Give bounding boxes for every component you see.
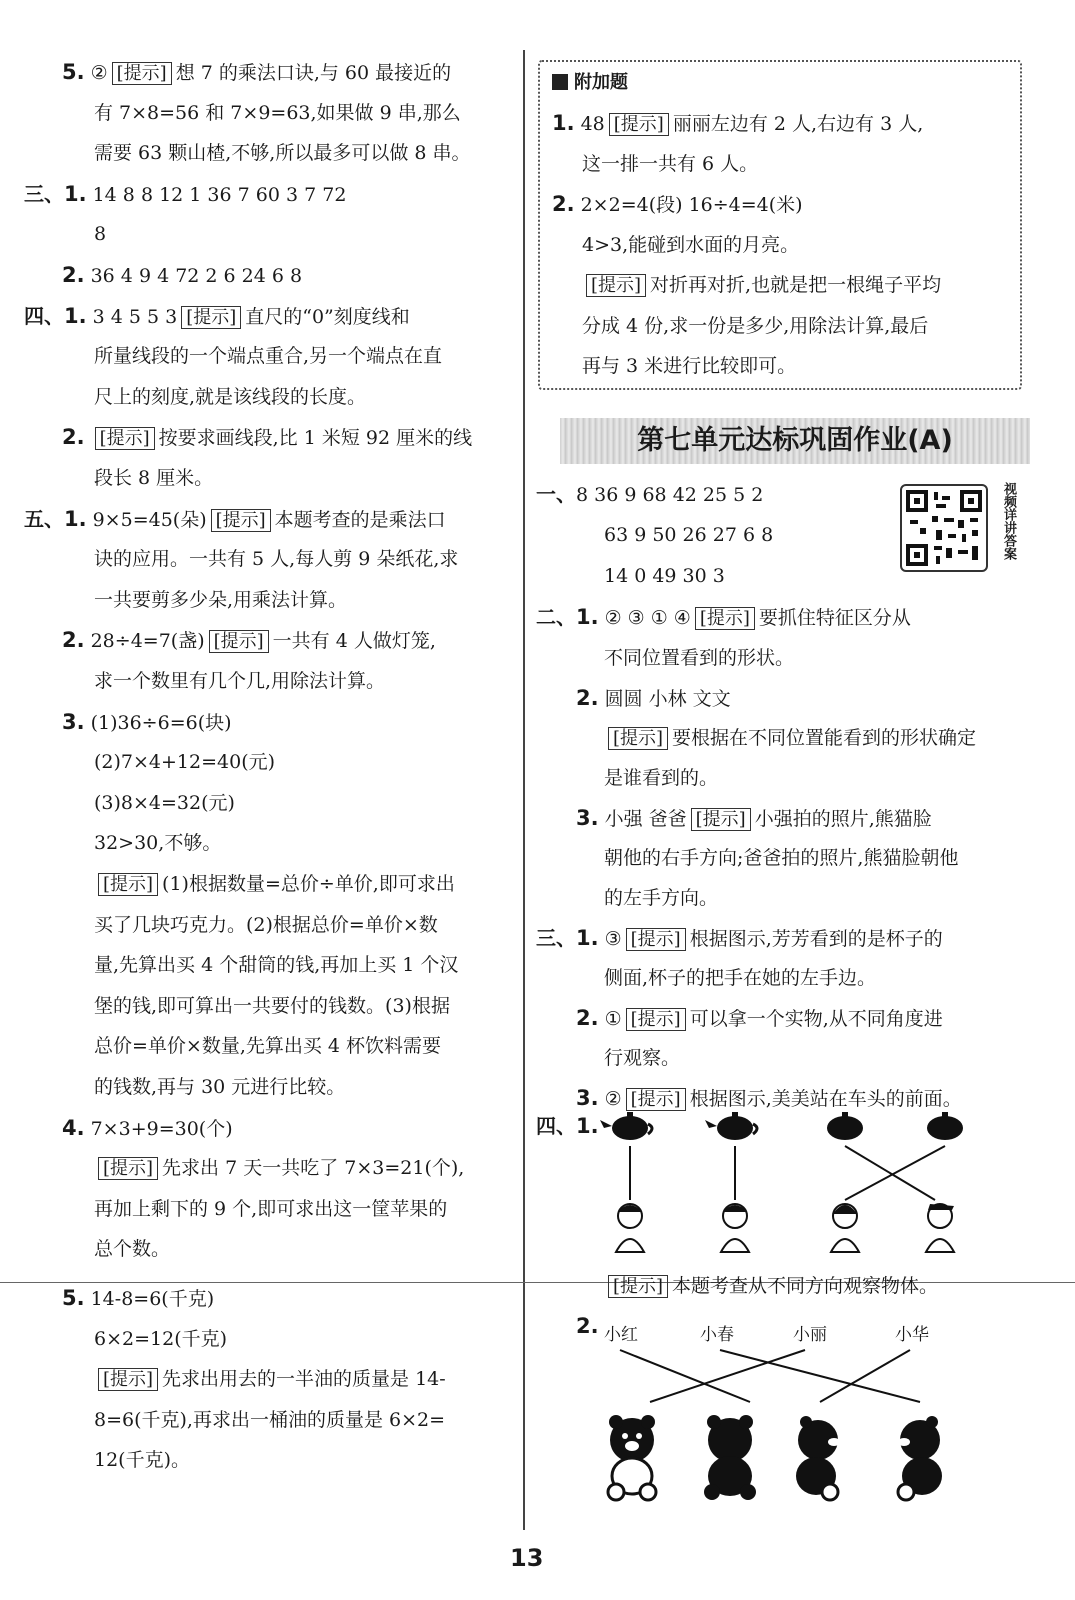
answer-text: 32>30,不够。 — [94, 832, 222, 855]
answer-text: 行观察。 — [604, 1047, 681, 1069]
text-line — [94, 1189, 447, 1229]
question-number: 1. — [64, 181, 87, 206]
answer-text: 2×2=4(段) 16÷4=4(米) — [580, 194, 803, 216]
hint-text: 小强拍的照片,熊猫脸 — [754, 808, 932, 830]
teapot-icon — [927, 1112, 963, 1140]
hint-text: 丽丽左边有 2 人,右边有 3 人, — [672, 113, 924, 135]
text-line — [94, 1148, 464, 1188]
text-line — [94, 539, 458, 579]
text-line — [604, 718, 976, 758]
hint-text: 直尺的“0”刻度线和 — [245, 305, 410, 328]
hint-text: 根据图示,美美站在车头的前面。 — [689, 1088, 962, 1110]
hint-text: 先求出 7 天一共吃了 7×3=21(个), — [162, 1157, 465, 1180]
text-line — [94, 1319, 227, 1359]
text-line — [582, 346, 796, 386]
text-line — [536, 597, 911, 637]
child-icon — [721, 1204, 749, 1252]
text-line — [576, 678, 731, 718]
question-number: 1. — [552, 111, 575, 135]
answer-text: 28÷4=7(盏) — [90, 630, 205, 653]
answer-text: (3)8×4=32(元) — [94, 791, 235, 814]
text-line — [604, 556, 725, 596]
hint-tag: [提示] — [112, 62, 172, 85]
question-number: 2. — [576, 686, 599, 710]
bear-icon — [704, 1415, 756, 1500]
text-line — [604, 838, 958, 878]
answer-text: 尺上的刻度,就是该线段的长度。 — [94, 385, 367, 408]
answer-text: 7×3+9=30(个) — [90, 1117, 233, 1140]
text-line — [94, 133, 471, 173]
answer-text: ② — [604, 1088, 622, 1110]
question-number: 5. — [62, 60, 85, 84]
text-line — [94, 823, 221, 863]
text-line — [576, 998, 943, 1038]
question-number: 2. — [576, 1006, 599, 1030]
name-label: 小丽 — [793, 1325, 827, 1345]
answer-text: ② ③ ① ④ — [604, 607, 691, 629]
text-line — [94, 214, 106, 254]
answer-text: 不同位置看到的形状。 — [604, 647, 795, 669]
text-line — [604, 758, 718, 798]
text-line — [94, 945, 458, 985]
hint-text: 想 7 的乘法口诀,与 60 最接近的 — [175, 62, 452, 84]
qr-code — [900, 484, 988, 572]
text-line — [62, 620, 436, 660]
section-label: 四、 — [536, 1114, 576, 1138]
answer-text: ③ — [604, 928, 622, 950]
hint-text: 本题考查从不同方向观察物体。 — [672, 1275, 939, 1297]
question-number: 2. — [62, 628, 85, 653]
qr-caption: 视频详讲答案 — [1001, 482, 1016, 560]
hint-tag: [提示] — [626, 1088, 686, 1111]
bear-icon — [608, 1415, 656, 1500]
answer-text: 8 — [94, 223, 107, 246]
bear-icon — [898, 1416, 942, 1500]
section-label: 二、 — [536, 605, 576, 629]
text-line — [62, 52, 451, 92]
question-number: 2. — [552, 192, 575, 216]
question-number: 3. — [576, 1086, 599, 1110]
section-label: 四、 — [24, 303, 64, 328]
answer-text: 14-8=6(千克) — [90, 1288, 215, 1310]
text-line — [24, 174, 346, 214]
hint-tag: [提示] — [608, 727, 668, 750]
text-line — [582, 144, 758, 184]
bear-icon — [796, 1416, 840, 1500]
answer-text: 诀的应用。一共有 5 人,每人剪 9 朵纸花,求 — [94, 548, 459, 571]
text-line — [604, 515, 773, 555]
section-label: 五、 — [24, 506, 64, 531]
text-line — [94, 1067, 345, 1107]
teapot-icon — [705, 1112, 757, 1140]
hint-text: 按要求画线段,比 1 米短 92 厘米的线 — [158, 427, 473, 450]
question-number: 2. — [62, 425, 85, 450]
question-number: 2. — [62, 263, 85, 287]
teapot-icon — [827, 1112, 863, 1140]
bear-figure — [590, 1342, 990, 1502]
text-line — [94, 864, 455, 904]
answer-text: 堡的钱,即可算出一共要付的钱数。(3)根据 — [94, 994, 450, 1017]
hint-tag: [提示] — [98, 1157, 158, 1180]
text-line — [94, 1440, 190, 1480]
column-divider — [523, 50, 525, 1530]
question-number: 1. — [576, 605, 599, 629]
hint-tag: [提示] — [695, 607, 755, 630]
hint-tag: [提示] — [626, 928, 686, 951]
hint-tag: [提示] — [98, 873, 158, 896]
text-line — [62, 1108, 233, 1148]
text-line — [604, 1038, 680, 1078]
text-line — [94, 377, 366, 417]
answer-text: 量,先算出买 4 个甜筒的钱,再加上买 1 个汉 — [94, 954, 459, 977]
text-line — [94, 742, 275, 782]
hint-tag: [提示] — [608, 1275, 668, 1298]
child-icon — [831, 1204, 859, 1252]
section-label: 三、 — [536, 926, 576, 950]
text-line — [62, 255, 302, 295]
answer-text: 再加上剩下的 9 个,即可求出这一筐苹果的 — [94, 1197, 448, 1220]
hint-tag: [提示] — [95, 427, 155, 450]
hint-tag: [提示] — [586, 274, 646, 297]
answer-text: 6×2=12(千克) — [94, 1327, 228, 1350]
text-line — [94, 986, 450, 1026]
answer-text: 63 9 50 26 27 6 8 — [604, 524, 774, 546]
qr-code-icon — [906, 490, 982, 566]
hint-text: 对折再对折,也就是把一根绳子平均 — [650, 274, 942, 296]
bonus-title-text: 附加题 — [574, 72, 628, 93]
name-label: 小华 — [895, 1325, 929, 1345]
question-number: 1. — [64, 506, 87, 531]
unit-title: 第七单元达标巩固作业(A) — [637, 425, 953, 456]
answer-text: 9×5=45(朵) — [92, 508, 207, 531]
text-line — [604, 958, 876, 998]
text-line — [24, 499, 446, 539]
hint-text: 根据图示,芳芳看到的是杯子的 — [689, 928, 943, 950]
answer-text: ② — [90, 62, 108, 84]
teapot-icon — [600, 1112, 652, 1140]
answer-text: 侧面,杯子的把手在她的左手边。 — [604, 967, 877, 989]
answer-text: 朝他的右手方向;爸爸拍的照片,熊猫脸朝他 — [604, 847, 959, 869]
text-line — [582, 225, 799, 265]
unit-title-banner — [560, 418, 1030, 464]
text-line — [552, 103, 923, 143]
answer-text: 分成 4 份,求一份是多少,用除法计算,最后 — [582, 314, 929, 337]
answer-text: 12(千克)。 — [94, 1449, 191, 1472]
text-line — [94, 661, 385, 701]
answer-text: 8=6(千克),再求出一桶油的质量是 6×2= — [94, 1408, 446, 1431]
hint-text: 要抓住特征区分从 — [758, 607, 911, 629]
text-line — [94, 1400, 445, 1440]
hint-tag: [提示] — [609, 113, 669, 136]
name-label: 小春 — [700, 1325, 734, 1345]
text-line — [62, 702, 232, 742]
answer-text: 48 — [580, 113, 605, 135]
hint-text: 先求出用去的一半油的质量是 14- — [162, 1368, 446, 1391]
answer-text: 4>3,能碰到水面的月亮。 — [582, 233, 800, 256]
question-number: 3. — [62, 709, 85, 734]
bonus-title-marker — [552, 74, 568, 90]
answer-text: 是谁看到的。 — [604, 767, 719, 789]
answer-text: 36 4 9 4 72 2 6 24 6 8 — [90, 265, 303, 287]
question-number: 4. — [62, 1115, 85, 1140]
answer-text: 的钱数,再与 30 元进行比较。 — [94, 1076, 346, 1098]
question-number: 1. — [576, 926, 599, 950]
answer-text: 再与 3 米进行比较即可。 — [582, 355, 797, 377]
hint-tag: [提示] — [209, 630, 269, 653]
question-number: 3. — [576, 806, 599, 830]
text-line — [536, 918, 943, 958]
question-number: 2. — [576, 1314, 599, 1338]
answer-text: 买了几块巧克力。(2)根据总价=单价×数 — [94, 913, 438, 936]
section-label: 三、 — [24, 181, 64, 206]
hint-text: (1)根据数量=总价÷单价,即可求出 — [162, 873, 455, 895]
answer-text: 这一排一共有 6 人。 — [582, 152, 759, 175]
hint-text: 一共有 4 人做灯笼, — [272, 630, 436, 653]
teapot-figure — [590, 1108, 990, 1258]
text-line — [536, 474, 763, 514]
answer-text: (1)36÷6=6(块) — [90, 711, 232, 734]
text-line — [576, 1306, 605, 1346]
hint-tag: [提示] — [211, 509, 271, 532]
text-line — [94, 93, 461, 133]
section-label: 一、 — [536, 482, 576, 506]
answer-text: 的左手方向。 — [604, 887, 719, 909]
hint-text: 本题考查的是乘法口 — [274, 508, 446, 531]
answer-text: ① — [604, 1008, 622, 1030]
name-label: 小红 — [604, 1325, 638, 1345]
text-line — [62, 1278, 214, 1318]
page-number: 13 — [510, 1544, 544, 1572]
answer-text: 14 0 49 30 3 — [604, 565, 725, 587]
hint-tag: [提示] — [626, 1008, 686, 1031]
answer-text: (2)7×4+12=40(元) — [94, 751, 276, 774]
hint-text: 要根据在不同位置能看到的形状确定 — [672, 727, 977, 749]
text-line — [604, 638, 794, 678]
text-line — [94, 580, 347, 620]
text-line — [582, 265, 941, 305]
text-line — [604, 1266, 938, 1306]
answer-text: 圆圆 小林 文文 — [604, 688, 731, 710]
answer-text: 一共要剪多少朵,用乘法计算。 — [94, 588, 348, 611]
answer-text: 总价=单价×数量,先算出买 4 杯饮料需要 — [94, 1035, 442, 1058]
text-line — [552, 184, 803, 224]
answer-text: 3 4 5 5 3 — [92, 305, 178, 328]
text-line — [62, 417, 472, 457]
text-line — [94, 905, 438, 945]
answer-text: 需要 63 颗山楂,不够,所以最多可以做 8 串。 — [94, 142, 471, 165]
hint-text: 可以拿一个实物,从不同角度进 — [689, 1008, 943, 1030]
text-line — [604, 878, 718, 918]
hint-tag: [提示] — [181, 306, 241, 329]
question-number: 1. — [576, 1114, 599, 1138]
answer-text: 有 7×8=56 和 7×9=63,如果做 9 串,那么 — [94, 101, 461, 124]
text-line — [582, 306, 928, 346]
hint-tag: [提示] — [98, 1368, 158, 1391]
answer-text: 求一个数里有几个几,用除法计算。 — [94, 670, 386, 692]
answer-text: 所量线段的一个端点重合,另一个端点在直 — [94, 345, 443, 368]
text-line — [94, 783, 235, 823]
answer-text: 总个数。 — [94, 1238, 171, 1261]
answer-text: 段长 8 厘米。 — [94, 467, 214, 489]
text-line — [94, 458, 213, 498]
text-line — [576, 798, 932, 838]
question-number: 5. — [62, 1286, 85, 1310]
answer-text: 8 36 9 68 42 25 5 2 — [576, 484, 764, 506]
text-line — [24, 296, 410, 336]
hint-tag: [提示] — [691, 808, 751, 831]
text-line — [94, 1229, 170, 1269]
text-line — [94, 1359, 446, 1399]
answer-text: 小强 爸爸 — [604, 808, 687, 830]
child-icon — [616, 1204, 644, 1252]
text-line — [94, 1026, 441, 1066]
bonus-title — [552, 68, 628, 94]
question-number: 1. — [64, 303, 87, 328]
child-icon — [926, 1204, 954, 1252]
answer-text: 14 8 8 12 1 36 7 60 3 7 72 — [92, 183, 347, 206]
text-line — [94, 336, 442, 376]
